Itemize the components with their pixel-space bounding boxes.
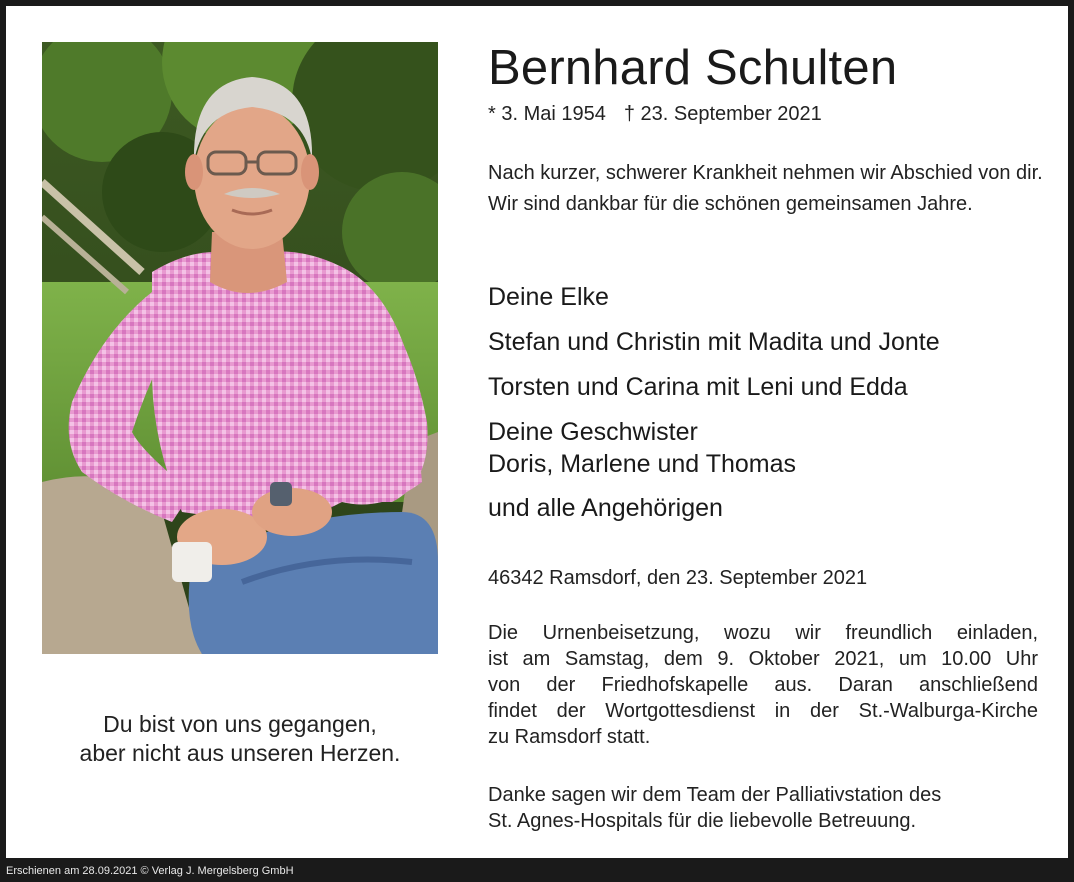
burial-line: zu Ramsdorf statt.	[488, 726, 651, 748]
obituary-notice	[6, 6, 1068, 858]
memorial-quote	[42, 710, 438, 768]
place-date: 46342 Ramsdorf, den 23. September 2021	[488, 567, 868, 589]
farewell-message	[488, 161, 1048, 223]
quote-line: Du bist von uns gegangen,	[103, 711, 377, 737]
thanks-line: St. Agnes-Hospitals für die liebevolle Betreuung.	[488, 810, 917, 832]
deceased-name: Bernhard Schulten	[488, 41, 898, 95]
burial-line: von der Friedhofskapelle aus. Daran anschließend	[488, 674, 1038, 696]
message-paragraph: Wir sind dankbar für die schönen gemeinsamen Jahre.	[488, 193, 973, 215]
birth-date: * 3. Mai 1954	[488, 103, 606, 125]
family-siblings-label: Deine Geschwister	[488, 418, 698, 446]
burial-info	[488, 620, 1038, 750]
family-relatives: und alle Angehörigen	[488, 494, 723, 522]
family-wife: Deine Elke	[488, 283, 609, 311]
thanks-note	[488, 782, 1048, 834]
family-siblings: Doris, Marlene und Thomas	[488, 450, 797, 478]
family-child-1: Stefan und Christin mit Madita und Jonte	[488, 328, 940, 356]
message-paragraph: Nach kurzer, schwerer Krankheit nehmen wir Abschied von dir.	[488, 162, 1043, 184]
life-dates	[488, 102, 822, 126]
portrait-photo	[42, 42, 438, 654]
quote-line: aber nicht aus unseren Herzen.	[79, 740, 401, 766]
publication-footer: Erschienen am 28.09.2021 © Verlag J. Mergelsberg GmbH	[6, 865, 294, 877]
burial-line: ist am Samstag, dem 9. Oktober 2021, um 10.00 Uhr	[488, 648, 1038, 670]
death-date: † 23. September 2021	[623, 103, 822, 125]
family-child-2: Torsten und Carina mit Leni und Edda	[488, 373, 908, 401]
thanks-line: Danke sagen wir dem Team der Palliativstation des	[488, 784, 942, 806]
burial-line: findet der Wortgottesdienst in der St.-Walburga-Kirche	[488, 700, 1038, 722]
burial-line: Die Urnenbeisetzung, wozu wir freundlich einladen,	[488, 622, 1038, 644]
